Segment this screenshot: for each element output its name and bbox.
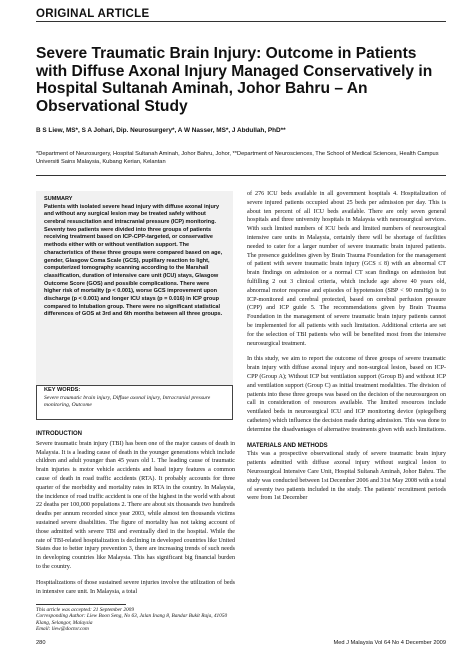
footnote-rule — [36, 604, 126, 605]
acceptance-date: This article was accepted: 21 September 2009 — [36, 607, 134, 613]
methods-heading: MATERIALS AND METHODS — [247, 442, 328, 449]
keywords-text: Severe traumatic brain injury, Diffuse axonal injury, Intracranial pressure monitoring, Outcome — [44, 394, 211, 409]
left-column — [36, 430, 235, 603]
article-title: Severe Traumatic Brain Injury: Outcome in Patients with Diffuse Axonal Injury Managed Conservatively in Hospital Sultanah Aminah, Johor Bahru – An Observational Study — [36, 45, 433, 115]
right-paragraph-2: In this study, we aim to report the outcome of three groups of severe traumatic brain injury with diffuse axonal injury and non-surgical lesion, based on ICP-CPP (Group A); Without ICP but ventilation support (Group B) and without ICP and ventilation support (Group C) as initial treatment modalities. The division of patients into these three groups was based on the decision of the neurosurgeon on call in consideration of resources available. The limited resources include ventilated beds in neurosurgical ICU and ICP monitoring device (spiegelberg catheters) which influence the decision made during admission. This was done to determine the disadvantages of alternative treatments given with such limitations. — [247, 356, 447, 433]
footnote — [36, 607, 236, 633]
right-column — [247, 190, 446, 510]
summary-section — [44, 196, 227, 319]
summary-heading: SUMMARY — [44, 196, 73, 202]
journal-citation: Med J Malaysia Vol 64 No 4 December 2009 — [333, 640, 446, 646]
summary-text: Patients with isolated severe head injury with diffuse axonal injury and without any surgical lesion may be treated safely without cerebral resuscitation and intracranial pressure (ICP) monitoring. Seventy two patients were divided into three groups of patients receiving treatment based on ICP-CPP-targeted, or conservative methods either with or without ventilation support. The characteristics of these three groups were compared based on age, gender, Glasgow Coma Scale (GCS), pupillary reaction to light, computerized tomography scanning according to the Marshall classification, duration of intensive care unit (ICU) stays, Glasgow Outcome Score (GOS) and possible complications. There were higher risk of mortality (p < 0.001), worse GCS improvement upon discharge (p < 0.001) and longer ICU stays (p = 0.016) in ICP group compared to Intubation group. There were no significant statistical differences of GOS at 3rd and 6th months between all three groups. — [44, 203, 223, 318]
author-affiliations: *Department of Neurosurgery, Hospital Sultanah Aminah, Johor Bahru, Johor, **Department of Neurosciences, The School of Medical Sciences, Health Campus Universiti Sains Malaysia, Kubang Kerian, Kelantan — [36, 151, 439, 166]
keywords-section — [44, 387, 227, 410]
introduction-paragraph-2: Hospitalizations of those sustained severe injuries involve the utilization of beds in intensive care unit. In Malaysia, a total — [36, 579, 235, 595]
affiliation-rule — [36, 175, 446, 176]
keywords-heading: KEY WORDS: — [44, 387, 81, 393]
article-type-label: ORIGINAL ARTICLE — [36, 8, 150, 20]
methods-paragraph-1: This was a prospective observational study of severe traumatic brain injury patients admitted with diffuse axonal injury without surgical lesion to Neurosurgical Intensive Care Unit, Hospital Sultanah Aminah, Johor Bahru. The study was conducted between 1st December 2006 and 31st May 2008 with a total of seventy two patients included in the study. The patients' recruitment periods were from 1st December — [247, 451, 446, 502]
right-paragraph-1: of 276 ICU beds available in all government hospitals 4. Hospitalization of severe injured patients occupied about 25 beds per admission per day. This is about ten percent of all ICU beds available. There are only seven general hospitals and three university hospitals in Malaysia with neurosurgical services. With such limited numbers of ICU beds and limited numbers of neurosurgical intensive care units in Malaysia, certainly there will be shortage of facilities needed to cater for a larger number of severe traumatic brain injured patients. The presence guidelines given by Brain Trauma Foundation for the management of patient with severe traumatic brain injury (GCS ≤ 8) with an abnormal CT brain findings on admission or a normal CT scan findings on admission but fulfilling 2 out 3 clinical criteria, which include age above 40 years old, abnormal motor response and episodes of hypotension (SBP < 90 mmHg) is to ICP-monitored and cerebral protected, based on cerebral perfusion pressure (CPP) and ICP guide 5. The recommendations given by Brain Trauma Foundation in the management of severe traumatic brain injury patients cannot be implemented for all patients with such limitation. Additional criteria are set for the selection of TBI patients who will be benefited most from the intensive neurosurgical treatment. — [247, 191, 446, 347]
introduction-heading: INTRODUCTION — [36, 431, 82, 437]
corresponding-author: Corresponding Author: Liew Boon Seng, No 63, Jalan Inang 8, Bandar Bukit Raja, 41050 Klang, Selangor, Malaysia — [36, 613, 228, 626]
page-number: 280 — [36, 640, 46, 646]
introduction-paragraph-1: Severe traumatic brain injury (TBI) has been one of the major causes of death in Malaysia. It is a leading cause of death in the younger generations which include children and adult younger than 45 years old 1. The leading cause of traumatic brain injuries is motor vehicle accidents and head injury features a common cause of death in road traffic accidents (RTA). It probably accounts for three quarter of the morbidity and mortality rates in RTA in the country. In Malaysia, the incidence of road traffic accident is one of the highest in the world with about 22 deaths per 100,000 populations 2. There are about six thousands two hundreds deaths per annum recorded since year 2003, while almost ten thousands victims sustained severe disabilities. The figure of mortality has not taking account of those admitted with severe TBI and eventually died in the hospital. While the rate of TBI-related hospitalization is declining in developed countries like United States due to better injury prevention 3, there are increasing trends of such needs in developing countries like Malaysia. This has significant big financial burden to the country. — [36, 440, 235, 570]
author-list: B S Liew, MS*, S A Johari, Dip. Neurosurgery*, A W Nasser, MS*, J Abdullah, PhD** — [36, 127, 286, 134]
author-email: Email: liew@doctor.com — [36, 626, 89, 633]
header-rule — [36, 21, 446, 22]
